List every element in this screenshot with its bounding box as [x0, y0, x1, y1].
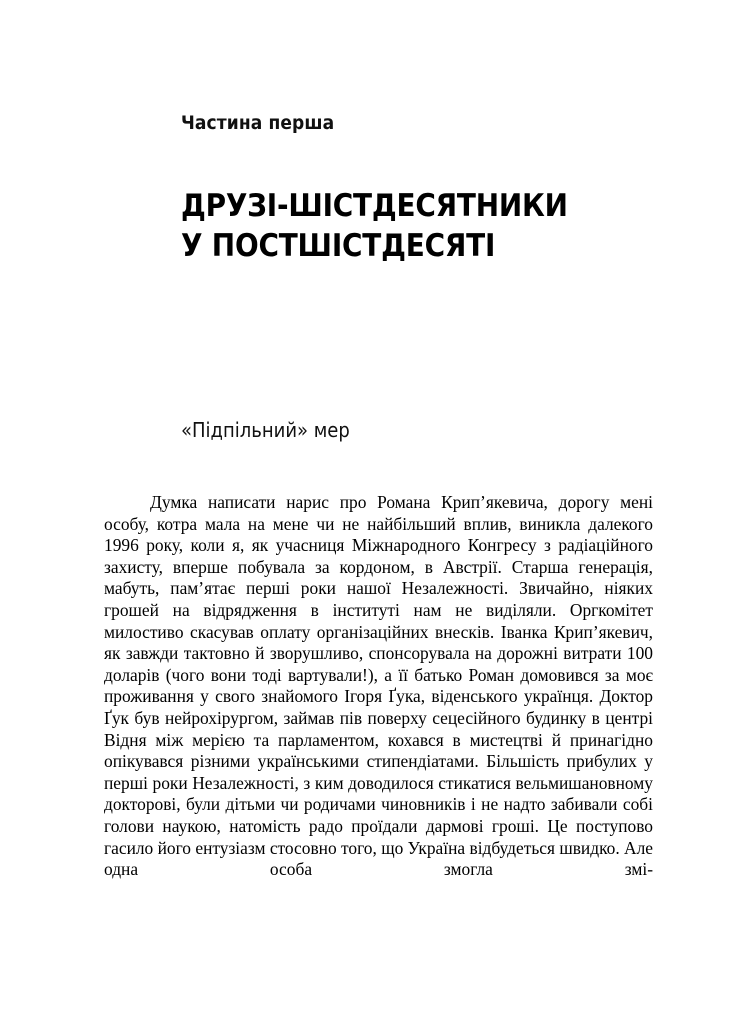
body-paragraph: Думка написати нарис про Романа Крип’якевича, дорогу мені особу, котра мала на мене чи не найбільший вплив, виникла далекого 1996 року, коли я, як учасниця Міжнародного Конгресу з радіаційного захисту, вперше побувала за кордоном, в Австрії. Старша генерація, мабуть, пам’ятає перші роки нашої Незалежності. Звичайно, ніяких грошей на відрядження в інституті нам не виділяли. Оргкомітет милостиво скасував оплату організаційних внесків. Іванка Крип’якевич, як завжди тактовно й зворушливо, спонсорувала на дорожні витрати 100 доларів (чого вони тоді вартували!), а її батько Роман домовився за моє проживання у свого знайомого Ігоря Ґука, віденського українця. Доктор Ґук був нейрохірургом, займав пів поверху сецесійного будинку в центрі Відня між мерією та парламентом, кохався в мистецтві й принагідно опікувався різними українськими стипендіатами. Більшість прибулих у перші роки Незалежності, з ким доводилося стикатися вельмишановному докторові, були дітьми чи родичами чиновників і не надто забивали собі голови наукою, натомість радо проїдали дармові гроші. Це поступово гасило його ентузіазм стосовно того, що Україна відбудеться швидко. Але одна особа змогла змі- — [104, 492, 653, 880]
section-heading: «Підпільний» мер — [181, 418, 350, 442]
chapter-title — [181, 186, 661, 266]
part-label: Частина перша — [181, 112, 335, 134]
chapter-title-line-1: ДРУЗІ-ШІСТДЕСЯТНИКИ — [181, 188, 568, 224]
chapter-title-line-2: У ПОСТШІСТДЕСЯТІ — [181, 228, 496, 264]
body-text-block — [104, 492, 653, 902]
